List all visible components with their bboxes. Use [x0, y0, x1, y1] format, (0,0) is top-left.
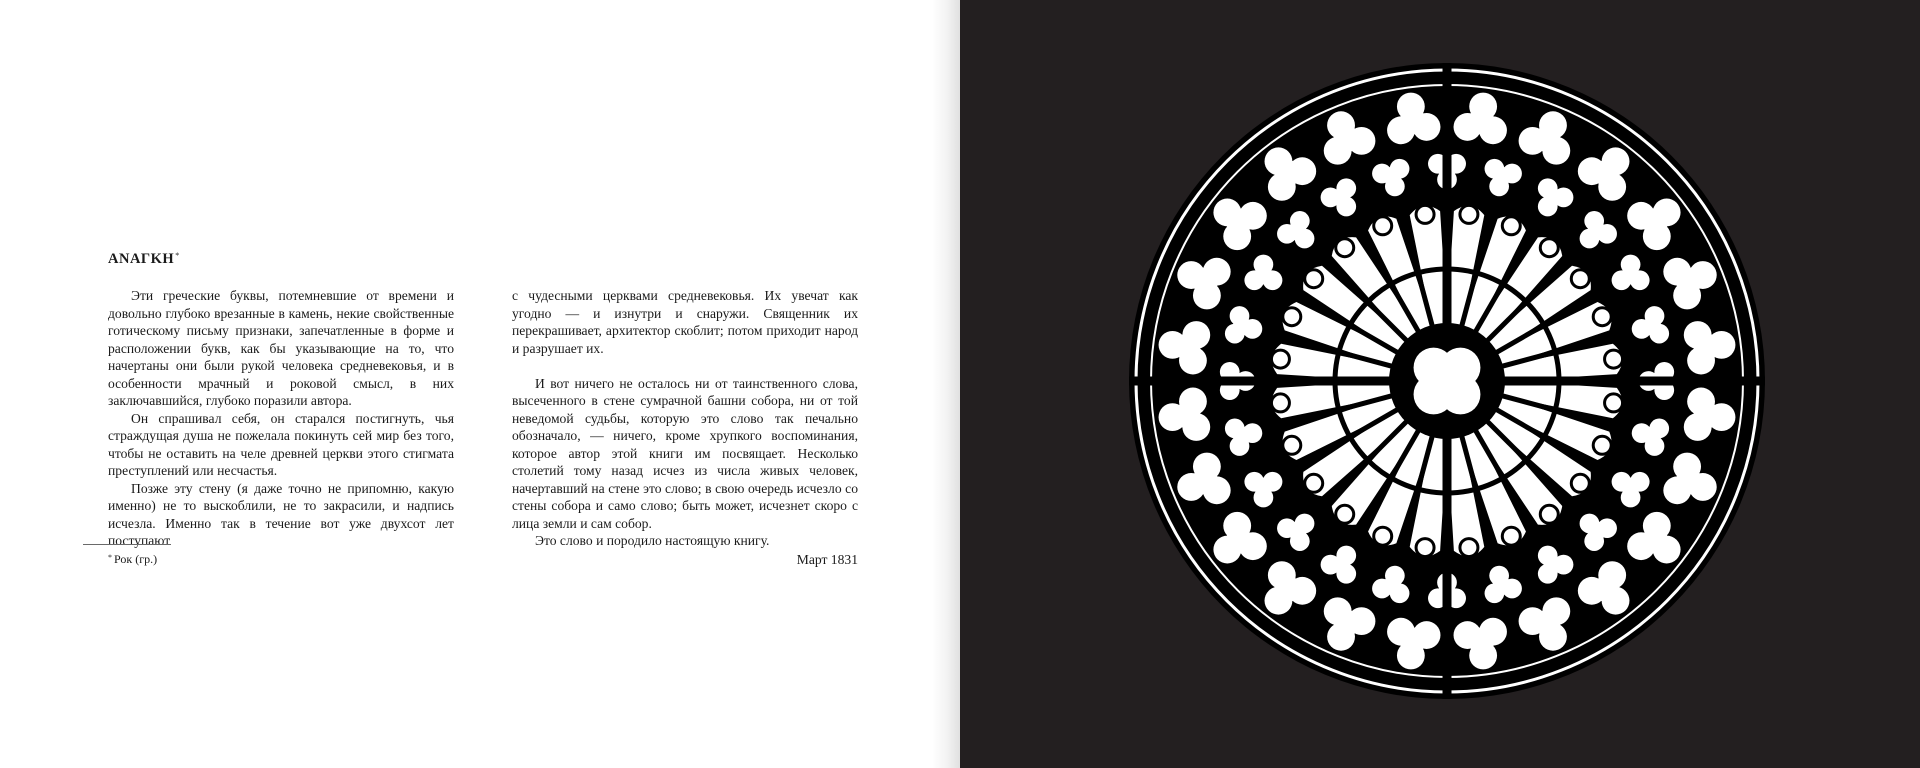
lobe-center — [1642, 208, 1668, 234]
petal-head — [1305, 270, 1323, 288]
lobe-center — [1334, 126, 1360, 152]
footnote-text: Рок (гр.) — [114, 552, 158, 566]
footnote-mark: * — [108, 553, 112, 562]
petal-head — [1271, 394, 1289, 412]
petal-head — [1416, 205, 1434, 223]
petal-head — [1283, 436, 1301, 454]
lobe-center — [1588, 522, 1607, 541]
lobe-center — [1534, 126, 1560, 152]
petal-head — [1502, 527, 1520, 545]
lobe-center — [1274, 576, 1300, 602]
lobe-center — [1588, 222, 1607, 241]
lobe-center — [1694, 334, 1720, 360]
lobe-center — [1233, 317, 1252, 336]
lobe-center — [1192, 268, 1218, 294]
petal-head — [1540, 505, 1558, 523]
right-page — [960, 0, 1920, 768]
text-column-left — [108, 287, 454, 550]
rose-window-illustration — [960, 0, 1920, 768]
lobe-center — [1534, 610, 1560, 636]
lobe-center — [1288, 522, 1307, 541]
lobe-center — [1274, 160, 1300, 186]
lobe-center — [1593, 160, 1619, 186]
petal-head — [1605, 350, 1623, 368]
text-column-right — [512, 287, 858, 550]
chapter-title — [108, 249, 180, 269]
lobe-center — [1642, 427, 1661, 446]
quatrefoil-center — [1432, 366, 1462, 396]
petal-head — [1416, 539, 1434, 557]
petal-head — [1271, 350, 1289, 368]
lobe-center — [1642, 527, 1668, 553]
lobe-center — [1493, 576, 1512, 595]
petal-head — [1502, 217, 1520, 235]
petal-head — [1305, 474, 1323, 492]
lobe-center — [1332, 555, 1351, 574]
gutter-shadow — [932, 0, 960, 768]
lobe-center — [1226, 208, 1252, 234]
petal-head — [1593, 308, 1611, 326]
center-quatrefoil — [1414, 348, 1481, 415]
petal-head — [1571, 270, 1589, 288]
footnote — [108, 551, 157, 567]
lobe-center — [1621, 478, 1640, 497]
paragraph: И вот ничего не осталось ни от таинственного слова, высеченного в стене сумрачной башни собора, ни от той неведомой судьбы, которую это слово так печально обозначало, — ничего, кроме хрупкого воспоминания, которое автор этой книги им посвящает. Несколько столетий тому назад исчез из числа живых человек, начертавший на стене это слово; в свою очередь исчезло со стены собора и само слово; быть может, исчезнет скоро с лица земли и сам собор. — [512, 375, 858, 531]
footnote-divider — [83, 544, 171, 545]
lobe-center — [1694, 402, 1720, 428]
lobe-center — [1254, 478, 1273, 497]
petal-head — [1571, 474, 1589, 492]
lobe-center — [1621, 266, 1640, 285]
lobe-center — [1544, 555, 1563, 574]
title-footnote-mark: * — [175, 251, 180, 260]
date-signature: Март 1831 — [796, 552, 858, 567]
lobe-center — [1334, 610, 1360, 636]
paragraph: с чудесными церквами средневековья. Их увечат как угодно — и изнутри и снаружи. Священник их перекрашивает, архитектор скоблит; потом приходит народ и разрушает их. — [512, 288, 858, 356]
lobe-center — [1192, 468, 1218, 494]
petal-head — [1605, 394, 1623, 412]
lobe-center — [1642, 317, 1661, 336]
lobe-center — [1254, 266, 1273, 285]
lobe-center — [1233, 427, 1252, 446]
lobe-center — [1174, 334, 1200, 360]
paragraph: Позже эту стену (я даже точно не припомню, какую именно) не то выскоблили, не то закрасили, и надпись исчезла. Именно так в течение вот уже двухсот лет поступают — [108, 480, 454, 548]
petal-head — [1540, 239, 1558, 257]
paragraph: Это слово и породило настоящую книгу. — [535, 533, 770, 548]
lobe-center — [1226, 527, 1252, 553]
lobe-center — [1400, 628, 1426, 654]
chapter-title-text: ΑΝΑΓΚΗ — [108, 251, 175, 267]
lobe-center — [1493, 167, 1512, 186]
lobe-center — [1468, 108, 1494, 134]
lobe-center — [1676, 268, 1702, 294]
petal-head — [1460, 539, 1478, 557]
petal-head — [1374, 527, 1392, 545]
lobe-center — [1288, 222, 1307, 241]
lobe-center — [1468, 628, 1494, 654]
petal-head — [1283, 308, 1301, 326]
lobe-center — [1383, 576, 1402, 595]
petal-head — [1336, 505, 1354, 523]
petal-head — [1374, 217, 1392, 235]
lobe-center — [1593, 576, 1619, 602]
petal-head — [1460, 205, 1478, 223]
lobe-center — [1400, 108, 1426, 134]
paragraph: Эти греческие буквы, потемневшие от времени и довольно глубоко врезанные в камень, некие свойственные готическому письму признаки, запечатленные в форме и расположении букв, как бы указывающие на то, что начертаны они были рукой человека средневековья, и в особенности мрачный и роковой смысл, в них заключавшийся, глубоко поразили автора. — [108, 288, 454, 408]
petal-head — [1593, 436, 1611, 454]
lobe-center — [1174, 402, 1200, 428]
petal-head — [1336, 239, 1354, 257]
lobe-center — [1544, 188, 1563, 207]
paragraph: Он спрашивал себя, он старался постигнуть, чья страждущая душа не пожелала покинуть сей мир без того, чтобы не оставить на челе древней церкви этого стигмата преступлений или несчастья. — [108, 410, 454, 478]
lobe-center — [1383, 167, 1402, 186]
lobe-center — [1676, 468, 1702, 494]
lobe-center — [1332, 188, 1351, 207]
